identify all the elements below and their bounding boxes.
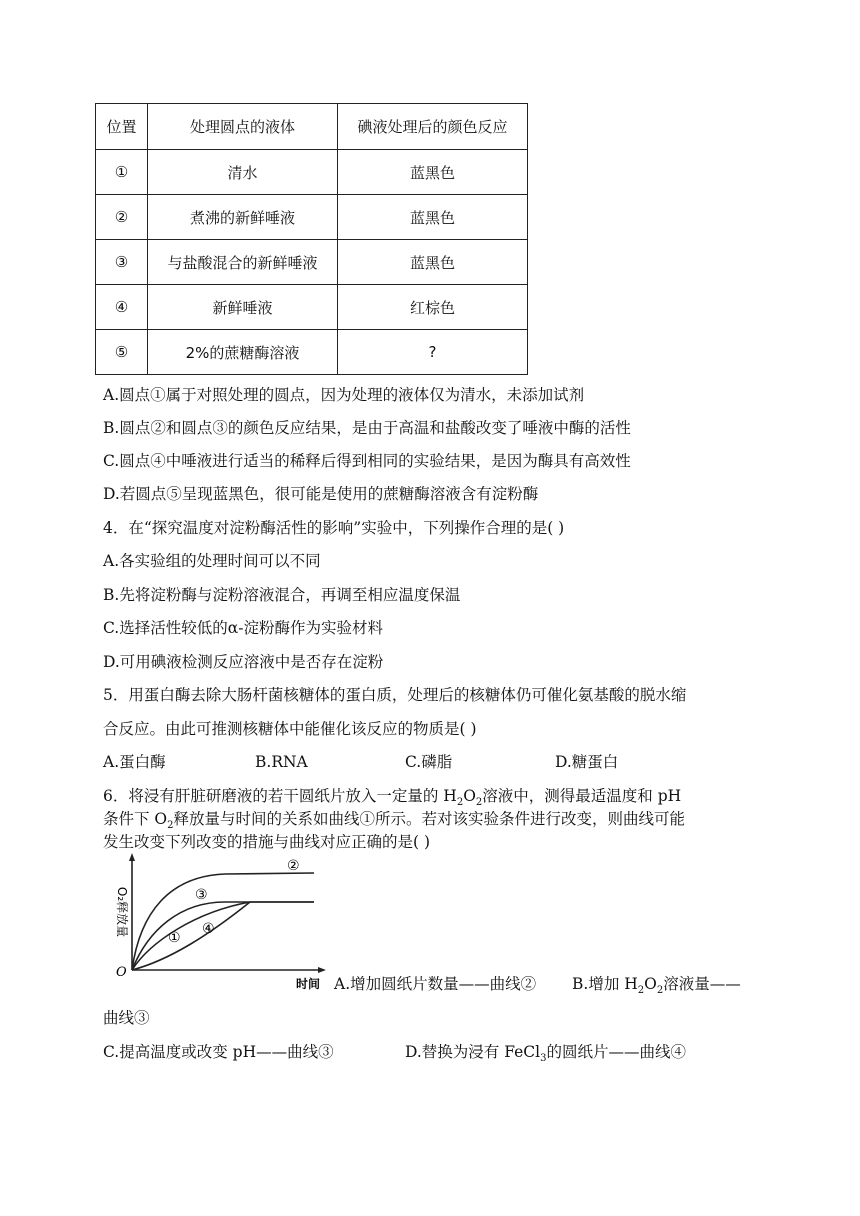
q6-stem-text: 释放量与时间的关系如曲线①所示。若对该实验条件进行改变，则曲线可能 xyxy=(173,810,686,828)
q4-option-c: C.选择活性较低的α-淀粉酶作为实验材料 xyxy=(103,619,383,637)
curve-label-2: ② xyxy=(287,858,300,874)
table-header-cell: 位置 xyxy=(96,104,148,150)
q3-option-d: D.若圆点⑤呈现蓝黑色，很可能是使用的蔗糖酶溶液含有淀粉酶 xyxy=(103,485,539,503)
q3-option-a: A.圆点①属于对照处理的圆点，因为处理的液体仅为清水，未添加试剂 xyxy=(103,386,585,404)
q6-option-d-text: D.替换为浸有 FeCl xyxy=(405,1043,541,1061)
q6-stem-text: 条件下 O xyxy=(103,810,168,828)
table-header-cell: 处理圆点的液体 xyxy=(148,104,338,150)
table-row xyxy=(96,330,528,375)
origin-label: O xyxy=(116,965,127,980)
table-row xyxy=(96,285,528,330)
q6-stem-line3: 发生改变下列改变的措施与曲线对应正确的是( ) xyxy=(103,833,431,851)
q6-stem-line1: 6．将浸有肝脏研磨液的若干圆纸片放入一定量的 $H_2O_2$溶液中，测得最适温度和 pH xyxy=(103,787,682,808)
experiment-table xyxy=(95,103,528,375)
table-cell: 清水 xyxy=(148,150,338,195)
table-cell: 蓝黑色 xyxy=(338,240,528,285)
q6-stem-text: 6．将浸有肝脏研磨液的若干圆纸片放入一定量的 H xyxy=(103,787,457,805)
table-row xyxy=(96,240,528,285)
table-cell: 蓝黑色 xyxy=(338,195,528,240)
q4-option-b: B.先将淀粉酶与淀粉溶液混合，再调至相应温度保温 xyxy=(103,586,461,604)
table-header-row xyxy=(96,104,528,150)
q5-option-a: A.蛋白酶 xyxy=(103,753,166,771)
x-axis-arrow xyxy=(318,967,326,973)
h2o2-subscript: 2 xyxy=(637,985,645,996)
table-header-cell: 碘液处理后的颜色反应 xyxy=(338,104,528,150)
table-cell: ① xyxy=(96,150,148,195)
q6-option-b: B.增加 $H_2O_2$溶液量—— xyxy=(572,975,741,996)
table-cell: 蓝黑色 xyxy=(338,150,528,195)
q6-stem-line2 xyxy=(103,809,685,832)
q5-option-d: D.糖蛋白 xyxy=(555,753,619,771)
table-row xyxy=(96,150,528,195)
q6-option-b-text: B.增加 H xyxy=(572,975,638,993)
q4-stem: 4．在“探究温度对淀粉酶活性的影响”实验中，下列操作合理的是( ) xyxy=(103,519,565,537)
table-cell: ④ xyxy=(96,285,148,330)
q4-option-a: A.各实验组的处理时间可以不同 xyxy=(103,552,321,570)
h2o2-subscript: 2 xyxy=(475,797,483,808)
fecl3-subscript: 3 xyxy=(540,1053,547,1064)
y-axis-arrow xyxy=(129,853,135,861)
q6-option-c: C.提高温度或改变 pH——曲线③ xyxy=(103,1043,334,1061)
table-cell: 与盐酸混合的新鲜唾液 xyxy=(148,240,338,285)
q6-option-d-text: 的圆纸片——曲线④ xyxy=(546,1043,687,1061)
q4-option-d: D.可用碘液检测反应溶液中是否存在淀粉 xyxy=(103,653,384,671)
curve-4 xyxy=(132,902,250,970)
h2o2-subscript: 2 xyxy=(656,985,664,996)
x-axis-label: 时间 xyxy=(296,977,321,991)
table-row xyxy=(96,195,528,240)
q5-option-c: C.磷脂 xyxy=(405,753,453,771)
q6-option-b-continued: 曲线③ xyxy=(103,1009,150,1027)
table-cell: ⑤ xyxy=(96,330,148,375)
table-cell: ② xyxy=(96,195,148,240)
curve-2 xyxy=(132,873,314,970)
q6-option-d xyxy=(405,1042,686,1065)
q5-stem-line1: 5．用蛋白酶去除大肠杆菌核糖体的蛋白质，处理后的核糖体仍可催化氨基酸的脱水缩 xyxy=(103,686,687,704)
table-cell: ③ xyxy=(96,240,148,285)
table-cell: 2%的蔗糖酶溶液 xyxy=(148,330,338,375)
table-cell: 新鲜唾液 xyxy=(148,285,338,330)
table-cell: ? xyxy=(338,330,528,375)
o2-release-graph xyxy=(100,852,330,992)
q5-stem-line2: 合反应。由此可推测核糖体中能催化该反应的物质是( ) xyxy=(103,720,477,738)
h2o2-subscript: 2 xyxy=(456,797,464,808)
table-cell: 红棕色 xyxy=(338,285,528,330)
q6-option-b-text: 溶液量—— xyxy=(663,975,741,993)
table-cell: 煮沸的新鲜唾液 xyxy=(148,195,338,240)
curve-label-4: ④ xyxy=(202,921,215,937)
q5-option-b: B.RNA xyxy=(255,753,308,771)
curve-label-3: ③ xyxy=(195,887,208,903)
q3-option-b: B.圆点②和圆点③的颜色反应结果，是由于高温和盐酸改变了唾液中酶的活性 xyxy=(103,419,631,437)
y-axis-label: O₂释放量 xyxy=(115,886,129,938)
q6-option-a: A.增加圆纸片数量——曲线② xyxy=(334,975,537,993)
q6-stem-text: 溶液中，测得最适温度和 pH xyxy=(482,787,682,805)
q3-option-c: C.圆点④中唾液进行适当的稀释后得到相同的实验结果，是因为酶具有高效性 xyxy=(103,452,631,470)
o2-subscript: 2 xyxy=(167,820,174,831)
curve-label-1: ① xyxy=(168,930,181,946)
